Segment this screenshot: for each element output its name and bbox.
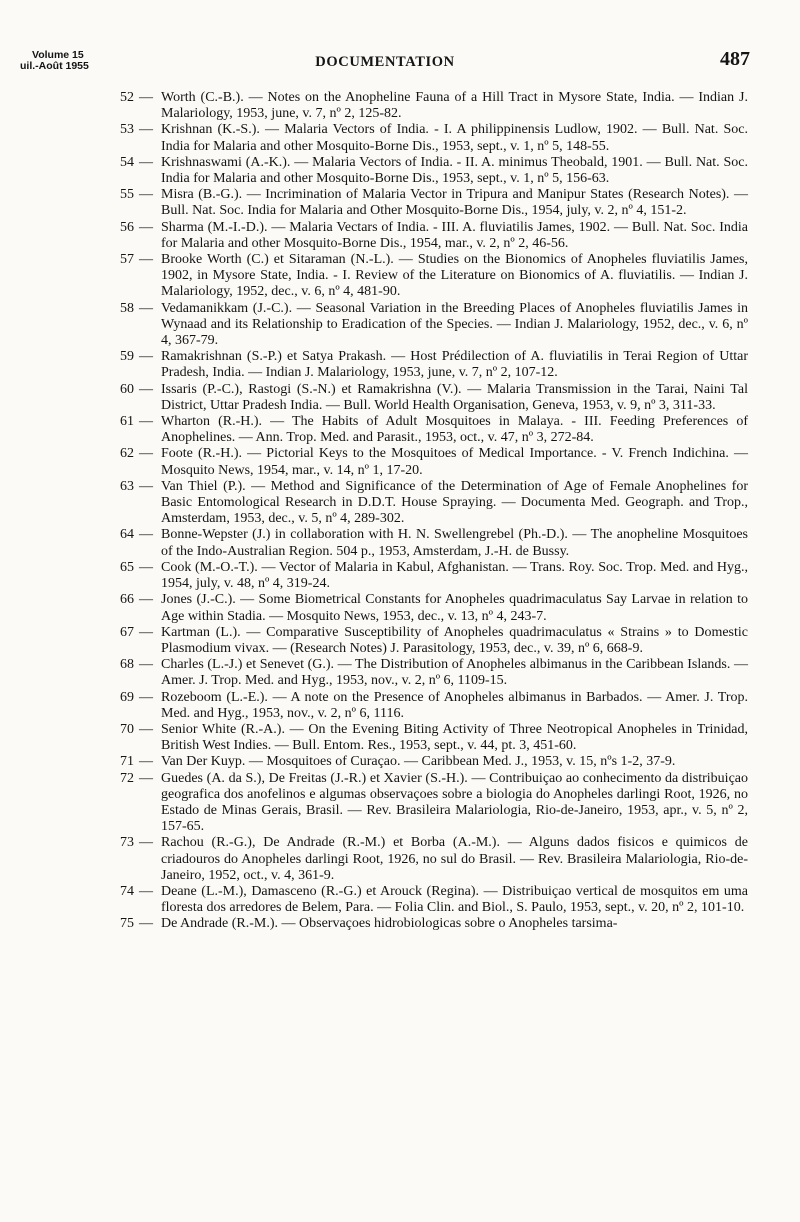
entry-text: Jones (J.-C.). — Some Biometrical Constants for Anopheles quadrimaculatus Say Larvae in relation to Age within Stadia. — Mosquito News, 1953, dec., v. 13, nº 4, 243-7. [161,592,748,624]
entry-dash: — [139,883,153,899]
entry-dash: — [139,381,153,397]
entry-number: 71 [120,754,134,770]
bibliography-entry [112,771,748,836]
entry-text: Misra (B.-G.). — Incrimination of Malaria Vector in Tripura and Manipur States (Research Notes). — Bull. Nat. Soc. India for Malaria and Other Mosquito-Borne Dis., 1954, july, v. 2, nº 4, 151-2. [161,187,748,219]
entry-text: De Andrade (R.-M.). — Observaçoes hidrobiologicas sobre o Anopheles tarsima- [161,916,618,932]
entry-text: Issaris (P.-C.), Rastogi (S.-N.) et Ramakrishna (V.). — Malaria Transmission in the Tarai, Naini Tal District, Uttar Pradesh India. — Bull. World Health Organisation, Geneva, 1953, v. 9, nº 3, 311-33. [161,381,748,413]
entry-dash: — [139,592,153,608]
bibliography-entry [112,527,748,559]
entry-number: 56 [120,219,134,235]
bibliography-entry [112,155,748,187]
entry-number: 53 [120,122,134,138]
entry-number: 68 [120,657,134,673]
entry-text: Krishnaswami (A.-K.). — Malaria Vectors of India. - II. A. minimus Theobald, 1901. — Bull. Nat. Soc. India for Malaria and other Mosquito-Borne Dis., 1953, sept., v. 1, nº 5, 156-63. [161,154,748,187]
bibliography-entry [112,479,748,528]
entry-number: 62 [120,446,134,462]
entry-number: 64 [120,527,134,543]
bibliography-entry [112,90,748,122]
entry-dash: — [139,478,153,494]
entry-dash: — [139,721,153,737]
entry-text: Guedes (A. da S.), De Freitas (J.-R.) et Xavier (S.-H.). — Contribuiçao ao conhecimento da distribuiçao geografica dos anofelinos e algumas observaçoes sobre a biologia do Anopheles darlingi Root, 1926, no Estado de Minas Gerais, Brasil. — Rev. Brasileira Malariologia, Rio-de-Janeiro, 1953, apr., v. 5, nº 2, 157-65. [161,770,748,835]
entry-text: Rachou (R.-G.), De Andrade (R.-M.) et Borba (A.-M.). — Alguns dados fisicos e quimicos de criadouros do Anopheles darlingi Root, 1926, no sul do Brasil. — Rev. Brasileira Malariologia, Rio-de-Janeiro, 1952, oct., v. 4, 361-9. [161,835,748,883]
bibliography-entry [112,187,748,219]
entry-dash: — [139,90,153,105]
entry-dash: — [139,252,153,268]
bibliography-entry [112,301,748,350]
entry-text: Deane (L.-M.), Damasceno (R.-G.) et Arouck (Regina). — Distribuiçao vertical de mosquitos em uma floresta dos arredores de Belem, Para. — Folia Clin. and Biol., S. Paulo, 1953, sept., v. 20, nº 2, 101-10. [161,883,748,916]
bibliography-entry [112,414,748,446]
entry-text: Ramakrishnan (S.-P.) et Satya Prakash. — Host Prédilection of A. fluviatilis in Terai Region of Uttar Pradesh, India. — Indian J. Malariology, 1953, june, v. 7, nº 2, 107-12. [161,349,748,381]
entry-text: Krishnan (K.-S.). — Malaria Vectors of India. - I. A philippinensis Ludlow, 1902. — Bull. Nat. Soc. India for Malaria and other Mosquito-Borne Dis., 1953, sept., v. 1, nº 5, 148-55. [161,122,748,154]
entry-text: Senior White (R.-A.). — On the Evening Biting Activity of Three Neotropical Anopheles in Trinidad, British West Indies. — Bull. Entom. Res., 1953, sept., v. 44, pt. 3, 451-60. [161,721,748,754]
entry-dash: — [139,916,153,932]
bibliography-entry [112,722,748,754]
bibliography-entry [112,122,748,154]
entry-dash: — [139,187,153,203]
bibliography-entry [112,560,748,592]
entry-number: 55 [120,187,134,203]
entry-text: Brooke Worth (C.) et Sitaraman (N.-L.). — Studies on the Bionomics of Anopheles fluviatilis James, 1902, in Mysore State, India. - I. Review of the Literature on Bionomics of A. fluviatilis. — Indian J. Malariology, 1952, dec., v. 6, nº 4, 481-90. [161,252,748,300]
entry-number: 52 [120,90,134,105]
entry-dash: — [139,527,153,543]
bibliography-entry [112,252,748,301]
bibliography-entry [112,349,748,381]
entry-dash: — [139,414,153,430]
issue-date: uil.-Août 1955 [20,60,89,72]
entry-dash: — [139,122,153,138]
entry-number: 67 [120,624,134,640]
entry-dash: — [139,154,153,170]
bibliography-entry [112,835,748,884]
page-header [20,44,750,84]
entry-text: Van Der Kuyp. — Mosquitoes of Curaçao. — Caribbean Med. J., 1953, v. 15, nºs 1-2, 37-9. [161,754,676,770]
bibliography-entry [112,382,748,414]
section-title: DOCUMENTATION [315,54,455,70]
entry-number: 57 [120,252,134,268]
entry-number: 69 [120,689,134,705]
entry-text: Worth (C.-B.). — Notes on the Anopheline Fauna of a Hill Tract in Mysore State, India. — Indian J. Malariology, 1953, june, v. 7, nº 2, 125-82. [161,90,748,122]
entry-text: Wharton (R.-H.). — The Habits of Adult Mosquitoes in Malaya. - III. Feeding Preferences of Anophelines. — Ann. Trop. Med. and Parasit., 1953, oct., v. 47, nº 3, 272-84. [161,414,748,446]
bibliography-entry [112,625,748,657]
entry-dash: — [139,770,153,786]
entry-number: 58 [120,300,134,316]
bibliography-entry [112,592,748,624]
entry-dash: — [139,349,153,365]
entry-dash: — [139,689,153,705]
entry-text: Rozeboom (L.-E.). — A note on the Presence of Anopheles albimanus in Barbados. — Amer. J. Trop. Med. and Hyg., 1953, nov., v. 2, nº 6, 1116. [161,689,748,721]
entry-number: 60 [120,381,134,397]
bibliography-entry [112,916,748,932]
entry-dash: — [139,300,153,316]
bibliography-entry [112,884,748,916]
page-number: 487 [720,48,750,70]
bibliography-entry [112,220,748,252]
entry-number: 54 [120,154,134,170]
entry-dash: — [139,624,153,640]
entry-text: Kartman (L.). — Comparative Susceptibility of Anopheles quadrimaculatus « Strains » to Domestic Plasmodium vivax. — (Research Notes) J. Parasitology, 1953, dec., v. 39, nº 6, 668-9. [161,624,748,656]
entry-dash: — [139,446,153,462]
entry-text: Bonne-Wepster (J.) in collaboration with H. N. Swellengrebel (Ph.-D.). — The anopheline Mosquitoes of the Indo-Australian Region. 504 p., 1953, Amsterdam, J.-H. de Bussy. [161,527,748,559]
entry-text: Van Thiel (P.). — Method and Significance of the Determination of Age of Female Anophelines for Basic Entomological Research in D.D.T. House Spraying. — Documenta Med. Geograph. and Trop., Amsterdam, 1953, dec., v. 5, nº 4, 289-302. [161,478,748,527]
entry-text: Charles (L.-J.) et Senevet (G.). — The Distribution of Anopheles albimanus in the Caribbean Islands. — Amer. J. Trop. Med. and Hyg., 1953, nov., v. 2, nº 6, 1109-15. [161,657,748,689]
volume-number: Volume 15 [32,49,84,61]
entry-text: Vedamanikkam (J.-C.). — Seasonal Variation in the Breeding Places of Anopheles fluviatilis James in Wynaad and its Relationship to Eradication of the Species. — Indian J. Malariology, 1952, dec., v. 6, nº 4, 367-79. [161,300,748,349]
entry-number: 75 [120,916,134,932]
entry-number: 74 [120,883,134,899]
entry-text: Sharma (M.-I.-D.). — Malaria Vectars of India. - III. A. fluviatilis James, 1902. — Bull. Nat. Soc. India for Malaria and other Mosquito-Borne Dis., 1954, mar., v. 2, nº 2, 46-56. [161,219,748,251]
entry-number: 70 [120,721,134,737]
entry-text: Cook (M.-O.-T.). — Vector of Malaria in Kabul, Afghanistan. — Trans. Roy. Soc. Trop. Med. and Hyg., 1954, july, v. 48, nº 4, 319-24. [161,559,748,592]
entry-number: 63 [120,478,134,494]
entry-number: 61 [120,414,134,430]
bibliography-entry [112,657,748,689]
entry-dash: — [139,657,153,673]
entry-number: 72 [120,770,134,786]
bibliography-entry [112,446,748,478]
entry-dash: — [139,835,153,851]
entry-dash: — [139,559,153,575]
entry-number: 65 [120,559,134,575]
entry-number: 73 [120,835,134,851]
entry-number: 66 [120,592,134,608]
bibliography-entry [112,690,748,722]
entry-text: Foote (R.-H.). — Pictorial Keys to the Mosquitoes of Medical Importance. - V. French Indichina. — Mosquito News, 1954, mar., v. 14, nº 1, 17-20. [161,446,748,478]
entry-number: 59 [120,349,134,365]
bibliography-entry [112,754,748,770]
bibliography-list [112,90,748,933]
entry-dash: — [139,754,153,770]
entry-dash: — [139,219,153,235]
